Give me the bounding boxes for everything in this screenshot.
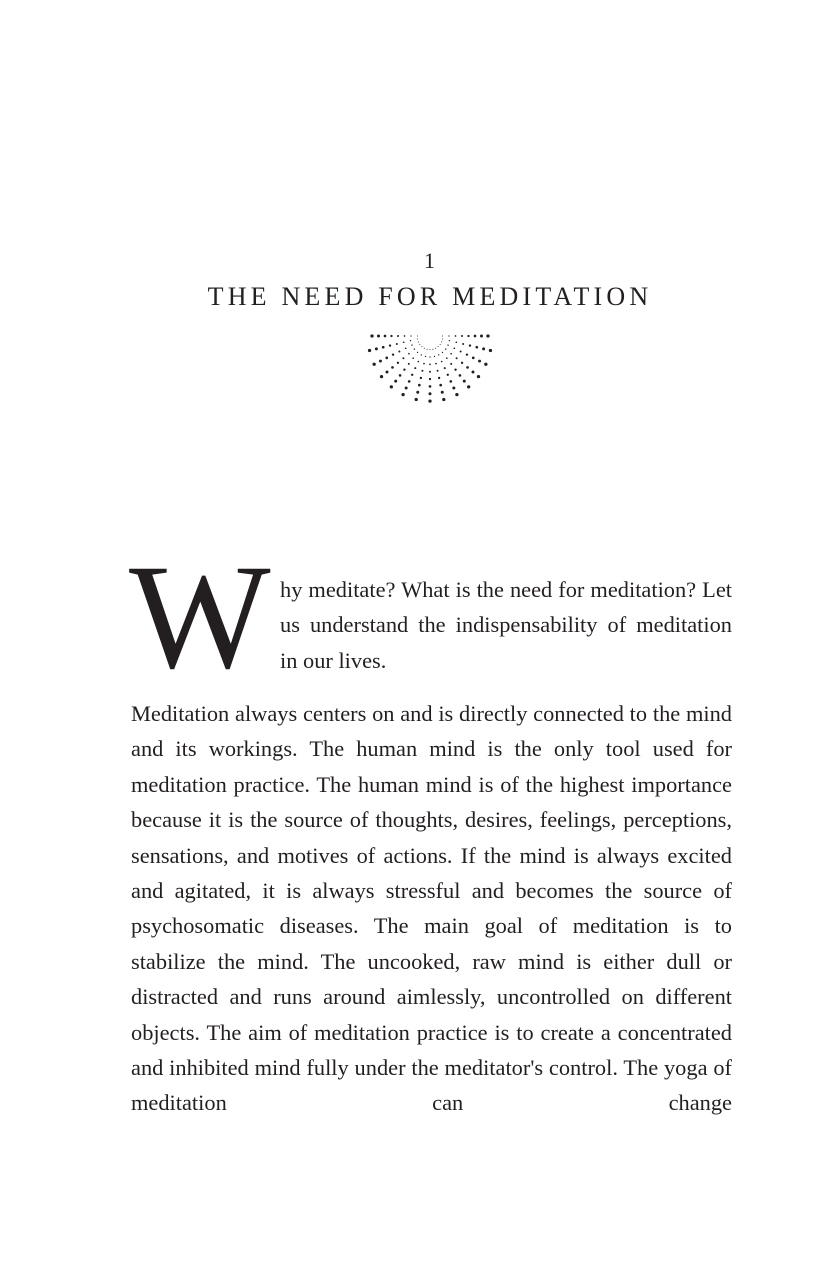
drop-cap: W [129,534,271,700]
chapter-title: THE NEED FOR MEDITATION [207,282,653,311]
opening-text [280,572,732,678]
opening-paragraph [129,534,732,700]
sunburst-dots-ornament-icon [362,330,498,406]
chapter-number: 1 [424,248,436,273]
body-text [129,534,732,1121]
paragraph: Meditation always centers on and is directly connected to the mind and its workings. The human mind is the only tool used for meditation practice. The human mind is of the highest importance because it is the source of thoughts, desires, feelings, perceptions, sensations, and motives of actions. If the mind is always excited and agitated, it is always stressful and becomes the source of psychosomatic diseases. The main goal of meditation is to stabilize the mind. The uncooked, raw mind is either dull or distracted and runs around aimlessly, uncontrolled on different objects. The aim of meditation practice is to create a concentrated and inhibited mind fully under the meditator's control. The yoga of meditation can change [131,701,732,1116]
opening-sentence: hy meditate? What is the need for meditation? Let us understand the indispensability of meditation in our lives. [280,577,732,673]
